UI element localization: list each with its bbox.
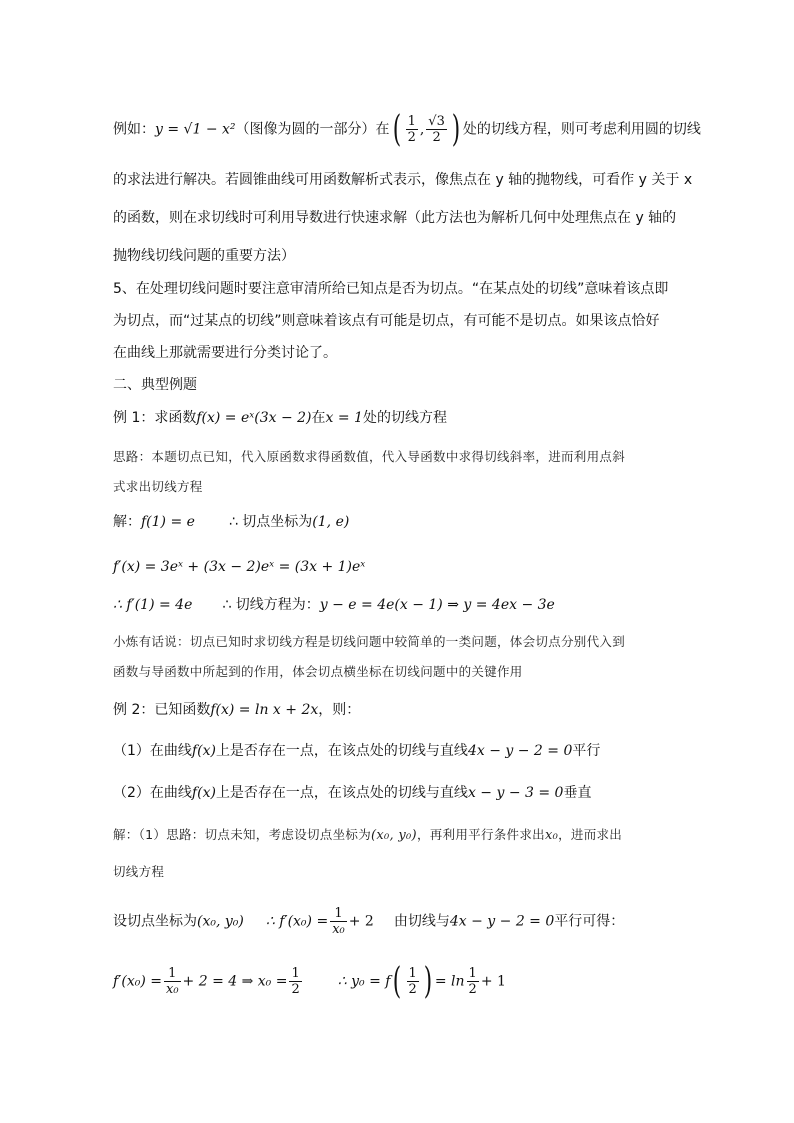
text: 例如： <box>113 121 155 138</box>
solution-line-3: ∴ f′(1) = 4e ∴ 切线方程为：y − e = 4e(x − 1) ⇒ y = 4ex − 3e <box>113 597 555 613</box>
example-1-title: 例 1：求函数f(x) = eˣ(3x − 2)在x = 1处的切线方程 <box>113 410 447 426</box>
note-line-2: 函数与导函数中所起到的作用，体会切点横坐标在切线问题中的关键作用 <box>113 664 523 679</box>
paren-left: ( <box>393 960 402 1002</box>
solution-2-line-2: 切线方程 <box>113 864 165 879</box>
solution-2-line-3: 设切点坐标为(x₀, y₀) ∴ f′(x₀) = $\frac{1}{\text{x₀}}$ + 2 由切线与4x − y − 2 = 0平行可得： <box>113 906 625 937</box>
fraction: $\frac{1}{\text{x₀}}$ <box>165 966 179 997</box>
example-2-title: 例 2：已知函数f(x) = ln x + 2x，则： <box>113 702 361 718</box>
paren-left: ( <box>392 108 401 150</box>
solution-line-1: 解：f(1) = e ∴ 切点坐标为(1, e) <box>113 514 350 530</box>
fraction: $\frac{1}{2}$ <box>407 114 416 145</box>
note-line-1: 小炼有话说：切点已知时求切线方程是切线问题中较简单的一类问题，体会切点分别代入到 <box>113 634 626 649</box>
solution-2-line-4: f′(x₀) = $\frac{1}{\text{x₀}}$ + 2 = 4 ⇒ x₀ = $\frac{1}{2}$ ∴ y₀ = f( $\frac{1}{2}$ ) = ln $\frac{1}{2}$ + 1 <box>113 960 506 1002</box>
paren-right: ) <box>451 108 461 150</box>
text-line-6: 为切点，而“过某点的切线”则意味着该点有可能是切点，有可能不是切点。如果该点恰好 <box>113 313 660 329</box>
paren-right: ) <box>423 960 433 1002</box>
text: （图像为圆的一部分）在 <box>235 121 390 138</box>
fraction: $\frac{1}{\text{x₀}}$ <box>332 906 345 937</box>
idea-line-1: 思路：本题切点已知，代入原函数求得函数值，代入导函数中求得切线斜率，进而利用点斜 <box>113 449 626 464</box>
question-1: （1）在曲线f(x)上是否存在一点，在该点处的切线与直线4x − y − 2 = 0平行 <box>113 743 601 759</box>
question-2: （2）在曲线f(x)上是否存在一点，在该点处的切线与直线x − y − 3 = 0垂直 <box>113 785 592 801</box>
section-heading: 二、典型例题 <box>113 377 197 393</box>
solution-2-line-1: 解：（1）思路：切点未知，考虑设切点坐标为(x₀, y₀)，再利用平行条件求出x₀，进而求出 <box>113 827 623 843</box>
text-line-5: 5、在处理切线问题时要注意审清所给已知点是否为切点。“在某点处的切线”意味着该点即 <box>113 281 669 297</box>
text-line-7: 在曲线上那就需要进行分类讨论了。 <box>113 345 337 361</box>
text-line-4: 抛物线切线问题的重要方法） <box>113 248 295 264</box>
fraction: $\frac{1}{2}$ <box>468 966 477 997</box>
text-line-3: 的函数，则在求切线时可利用导数进行快速求解（此方法也为解析几何中处理焦点在 y 轴的 <box>113 210 677 226</box>
text-line-2: 的求法进行解决。若圆锥曲线可用函数解析式表示，像焦点在 y 轴的抛物线，可看作 y 关于 x <box>113 172 693 188</box>
idea-line-2: 式求出切线方程 <box>113 479 203 494</box>
solution-line-2: f′(x) = 3eˣ + (3x − 2)eˣ = (3x + 1)eˣ <box>113 559 366 575</box>
text-line-1 <box>113 108 734 150</box>
text: 处的切线方程，则可考虑利用圆的切线 <box>462 121 701 138</box>
fraction: $\frac{√3}{2}$ <box>428 114 445 145</box>
formula: y = √1 − x² <box>155 121 236 138</box>
fraction: $\frac{1}{2}$ <box>291 966 300 997</box>
fraction: $\frac{1}{2}$ <box>408 966 417 997</box>
comma: , <box>419 121 425 138</box>
